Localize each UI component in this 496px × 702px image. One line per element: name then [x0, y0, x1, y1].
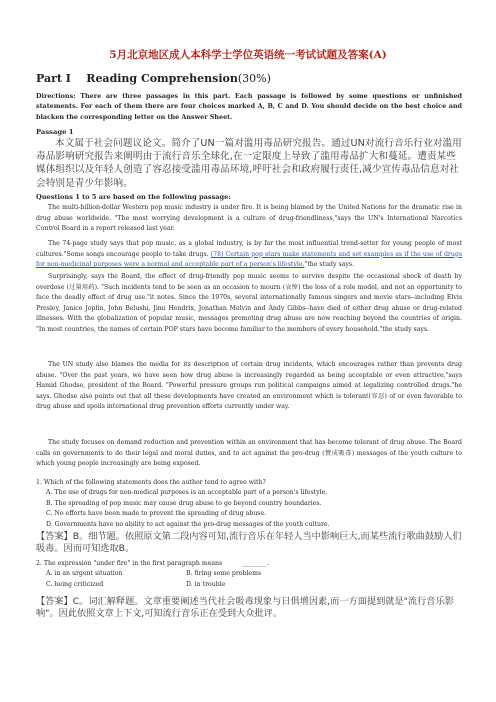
passage-paragraph-2 — [36, 239, 462, 271]
part-heading — [36, 72, 271, 85]
paragraph-text: The study focuses on demand reduction and prevention within an environment that has become tolerant of drug abuse. The Board calls on governments to do their legal and moral duties, and to act against the pro-drug (赞成吸毒) messages of the youth culture to which young people increasingly are being exposed. — [36, 439, 462, 468]
answer-2 — [36, 596, 462, 620]
paragraph-text-end: "the study says. — [304, 261, 354, 269]
passage-label: Passage 1 — [36, 128, 74, 136]
option-a[interactable]: A. The use of drugs for non-medical purposes is an acceptable part of a person's lifestyle. — [46, 489, 328, 497]
option-d[interactable]: D. Governments have no ability to act against the pro-drug messages of the youth culture. — [46, 520, 330, 528]
paragraph-text: The multi-billion-dollar Western pop music industry is under fire. It is being blamed by the United Nations for the dramatic rise in drug abuse worldwide. "The most worrying development is a culture of drug-friendliness,"says the UN's International Narcotics Control Board in a report released last year. — [36, 204, 462, 233]
part-name: Reading Comprehension — [86, 72, 238, 85]
option-b[interactable]: B. The spreading of pop music may cause drug abuse to go beyond country boundaries. — [46, 499, 322, 507]
option-c[interactable]: C. No efforts have been made to prevent the spreading of drug abuse. — [46, 510, 267, 518]
question-stem — [36, 559, 466, 569]
passage-paragraph-1 — [36, 203, 462, 235]
answer-explanation: 。细节题。依照原文第二段内容可知,流行音乐在年轻人当中影响巨大,而某些流行歌曲鼓励人们吸毒。因而可知选取B。 — [36, 531, 462, 555]
option-b[interactable]: B. firing some problems — [186, 570, 262, 578]
question-2 — [36, 559, 466, 590]
option-a[interactable]: A. in an urgent situation — [46, 570, 123, 578]
option-c[interactable]: C. being criticized — [46, 580, 104, 588]
option-d[interactable]: D. in trouble — [186, 580, 226, 588]
passage-paragraph-3 — [36, 272, 462, 336]
paragraph-text: The UN study also blames the media for its description of certain drug incidents, which encourages rather than prevents drug abuse. "Over the past years, we have seen how drug abuse is increasingly regarded as being acceptable or even attractive,"says Hamid Ghodse, president of the Board. "Powerful pressure groups run political campaigns aimed at legalizing controlled drugs."he says. Ghodse also points out that all these developments have created an environment which is tolerant(容忍) of or even favorable to drug abuse and spoils international drug prevention efforts currently under way. — [36, 361, 462, 411]
part-label: Part Ⅰ — [36, 72, 71, 85]
question-stem-text: 2. The expression "under fire" in the first paragraph means — [36, 560, 223, 567]
question-stem: 1. Which of the following statements does the author tend to agree with? — [36, 479, 266, 486]
chinese-intro: 本文属于社会问题议论文。简介了UN一篇对滥用毒品研究报告。通过UN对流行音乐行业对滥用毒品影响研究报告来阐明由于流行音乐全球化,在一定限度上导致了滥用毒品扩大和蔓延。遭责某些媒体组织以及年轻人创造了容忍接受滥用毒品环境,呼吁社会和政府履行责任,减少宣传毒品信息对社会特别是青少年影响。 — [36, 138, 462, 189]
part-score: (30%) — [237, 72, 271, 85]
paragraph-text: The 74-page study says that pop music, as a global industry, is by far the most influential trend-setter for young people of most cultures."Some songs encourage people to take drugs. — [36, 240, 462, 258]
paragraph-text: Surprisingly, says the Board, the effect of drug-friendly pop music seems to survive despite the occasional shock of death by overdose (过量用药). "Such incidents tend to be seen as an occasion to mourn (哀悼) the loss of a role model, and not an opportunity to face the deadly effect of drug use."it notes. Since the 1970s, several internationally famous singers and movie stars--including Elvis Presley, Janice Joplin, John Belushi, Jimi Hendrix, Jonathan Melvin and Andy Gibbs--have died of either drug abuse or drug-related illnesses. With the globalization of popular music, messages promoting drug abuse are now reaching beyond the countries of origin. "In most countries, the names of certain POP stars have become familiar to the members of every household."the study says. — [36, 273, 462, 333]
answer-tag: 【答案】C — [36, 596, 80, 607]
option-row-2 — [36, 580, 466, 590]
answer-tag: 【答案】B — [36, 531, 80, 542]
passage-paragraph-5 — [36, 438, 462, 470]
directions: Directions: There are three passages in this part. Each passage is followed by some questions or unfinished statements. For each of them there are four choices marked A, B, C and D. You should decide on the best choice and blacken the corresponding letter on the Answer Sheet. — [36, 92, 462, 121]
question-1 — [36, 478, 466, 530]
option-row-1 — [36, 569, 466, 579]
answer-1 — [36, 531, 462, 555]
highlighted-sentence[interactable]: (78) Certain pop stars make statements and set examples as if the use of drugs for non-medicinal purposes were a normal and acceptable part of a person's lifestyle. — [36, 250, 463, 269]
answer-explanation: 。词汇解释题。文章重要阐述当代社会吸毒现象与日俱增因素,而一方面提到就是"流行音乐影响"。因此依照文章上下文,可知流行音乐正在受到大众批评。 — [36, 596, 454, 620]
questions-header: Questions 1 to 5 are based on the following passage: — [36, 193, 231, 201]
document-title: 5月北京地区成人本科学士学位英语统一考试试题及答案(A) — [109, 49, 387, 61]
passage-paragraph-4 — [36, 360, 462, 413]
question-blank: ________. — [242, 560, 269, 567]
